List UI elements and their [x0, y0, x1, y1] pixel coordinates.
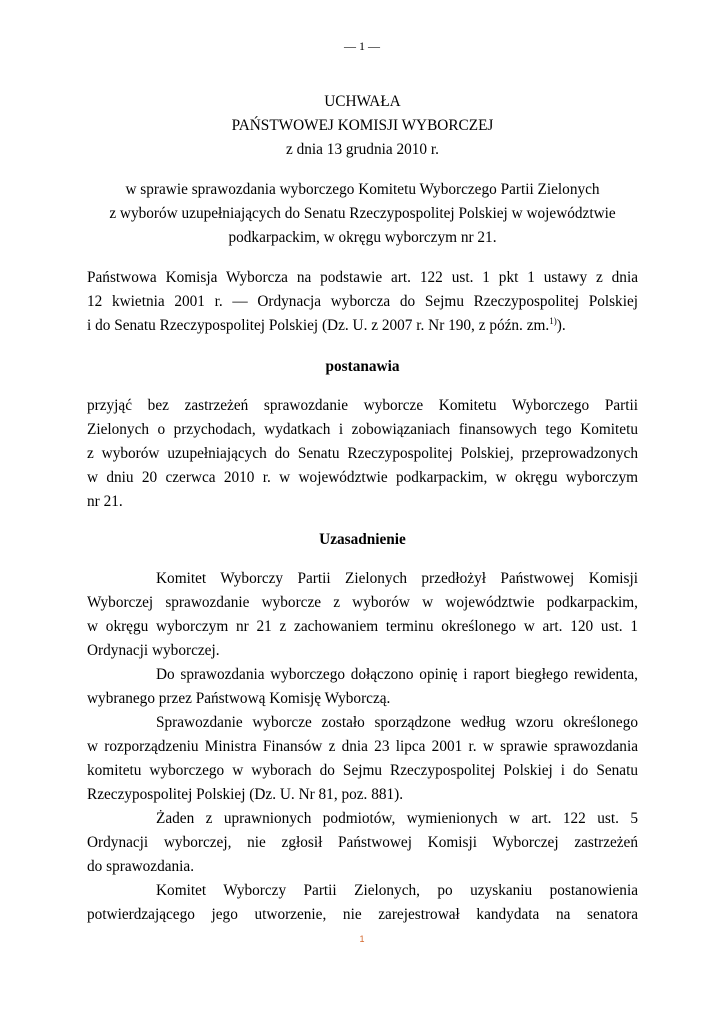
resolution-date: z dnia 13 grudnia 2010 r. — [286, 141, 439, 158]
subject-line: podkarpackim, w okręgu wyborczym nr 21. — [228, 229, 497, 246]
preamble-text: i do Senatu Rzeczypospolitej Polskiej (Dz. U. z 2007 r. Nr 190, z późn. zm. — [87, 317, 550, 334]
preamble-line — [87, 314, 638, 338]
justification-line: potwierdzającego jego utworzenie, nie zarejestrował kandydata na senatora — [87, 906, 638, 923]
justification-line: Do sprawozdania wyborczego dołączono opinię i raport biegłego rewidenta, — [156, 666, 638, 683]
decision-line: w dniu 20 czerwca 2010 r. w województwie podkarpackim, w okręgu wyborczym — [87, 469, 638, 486]
justification-line: komitetu wyborczego w wyborach do Sejmu Rzeczypospolitej Polskiej i do Senatu — [87, 762, 638, 779]
document-title: UCHWAŁA — [324, 93, 401, 110]
page-marker: — 1 — — [344, 39, 380, 53]
page-number: 1 — [359, 934, 365, 944]
preamble-line: 12 kwietnia 2001 r. — Ordynacja wyborcza do Sejmu Rzeczypospolitej Polskiej — [87, 293, 638, 310]
subject-line: w sprawie sprawozdania wyborczego Komitetu Wyborczego Partii Zielonych — [125, 181, 600, 198]
preamble-tail: ). — [556, 317, 566, 334]
justification-line: w rozporządzeniu Ministra Finansów z dnia 23 lipca 2001 r. w sprawie sprawozdania — [87, 738, 638, 755]
justification-line: Komitet Wyborczy Partii Zielonych, po uzyskaniu postanowienia — [156, 882, 638, 899]
preamble-line: Państwowa Komisja Wyborcza na podstawie art. 122 ust. 1 pkt 1 ustawy z dnia — [87, 269, 638, 286]
justification-line: w okręgu wyborczym nr 21 z zachowaniem terminu określonego w art. 120 ust. 1 — [87, 618, 638, 635]
justification-line: Ordynacji wyborczej, nie zgłosił Państwowej Komisji Wyborczej zastrzeżeń — [87, 834, 638, 851]
subject-line: z wyborów uzupełniających do Senatu Rzeczypospolitej Polskiej w województwie — [109, 205, 616, 222]
decision-line: przyjąć bez zastrzeżeń sprawozdanie wyborcze Komitetu Wyborczego Partii — [87, 397, 638, 414]
justification-line: do sprawozdania. — [87, 858, 195, 875]
justification-line: Ordynacji wyborczej. — [87, 642, 220, 659]
justification-line: Sprawozdanie wyborcze zostało sporządzone według wzoru określonego — [156, 714, 638, 731]
justification-line: Komitet Wyborczy Partii Zielonych przedłożył Państwowej Komisji — [156, 570, 638, 587]
decision-line: Zielonych o przychodach, wydatkach i zobowiązaniach finansowych tego Komitetu — [87, 421, 638, 438]
footnote-marker: 1) — [549, 315, 557, 326]
decision-line: z wyborów uzupełniających do Senatu Rzeczypospolitej Polskiej, przeprowadzonych — [87, 445, 638, 462]
justification-heading: Uzasadnienie — [319, 531, 406, 548]
justification-line: wybranego przez Państwową Komisję Wyborczą. — [87, 690, 391, 707]
justification-line: Żaden z uprawnionych podmiotów, wymienionych w art. 122 ust. 5 — [156, 810, 638, 827]
justification-line: Wyborczej sprawozdanie wyborcze z wyborów w województwie podkarpackim, — [87, 594, 638, 611]
issuing-authority: PAŃSTWOWEJ KOMISJI WYBORCZEJ — [231, 117, 494, 134]
decision-heading: postanawia — [325, 358, 400, 375]
justification-line: Rzeczypospolitej Polskiej (Dz. U. Nr 81, poz. 881). — [87, 786, 404, 803]
decision-line: nr 21. — [87, 493, 123, 510]
